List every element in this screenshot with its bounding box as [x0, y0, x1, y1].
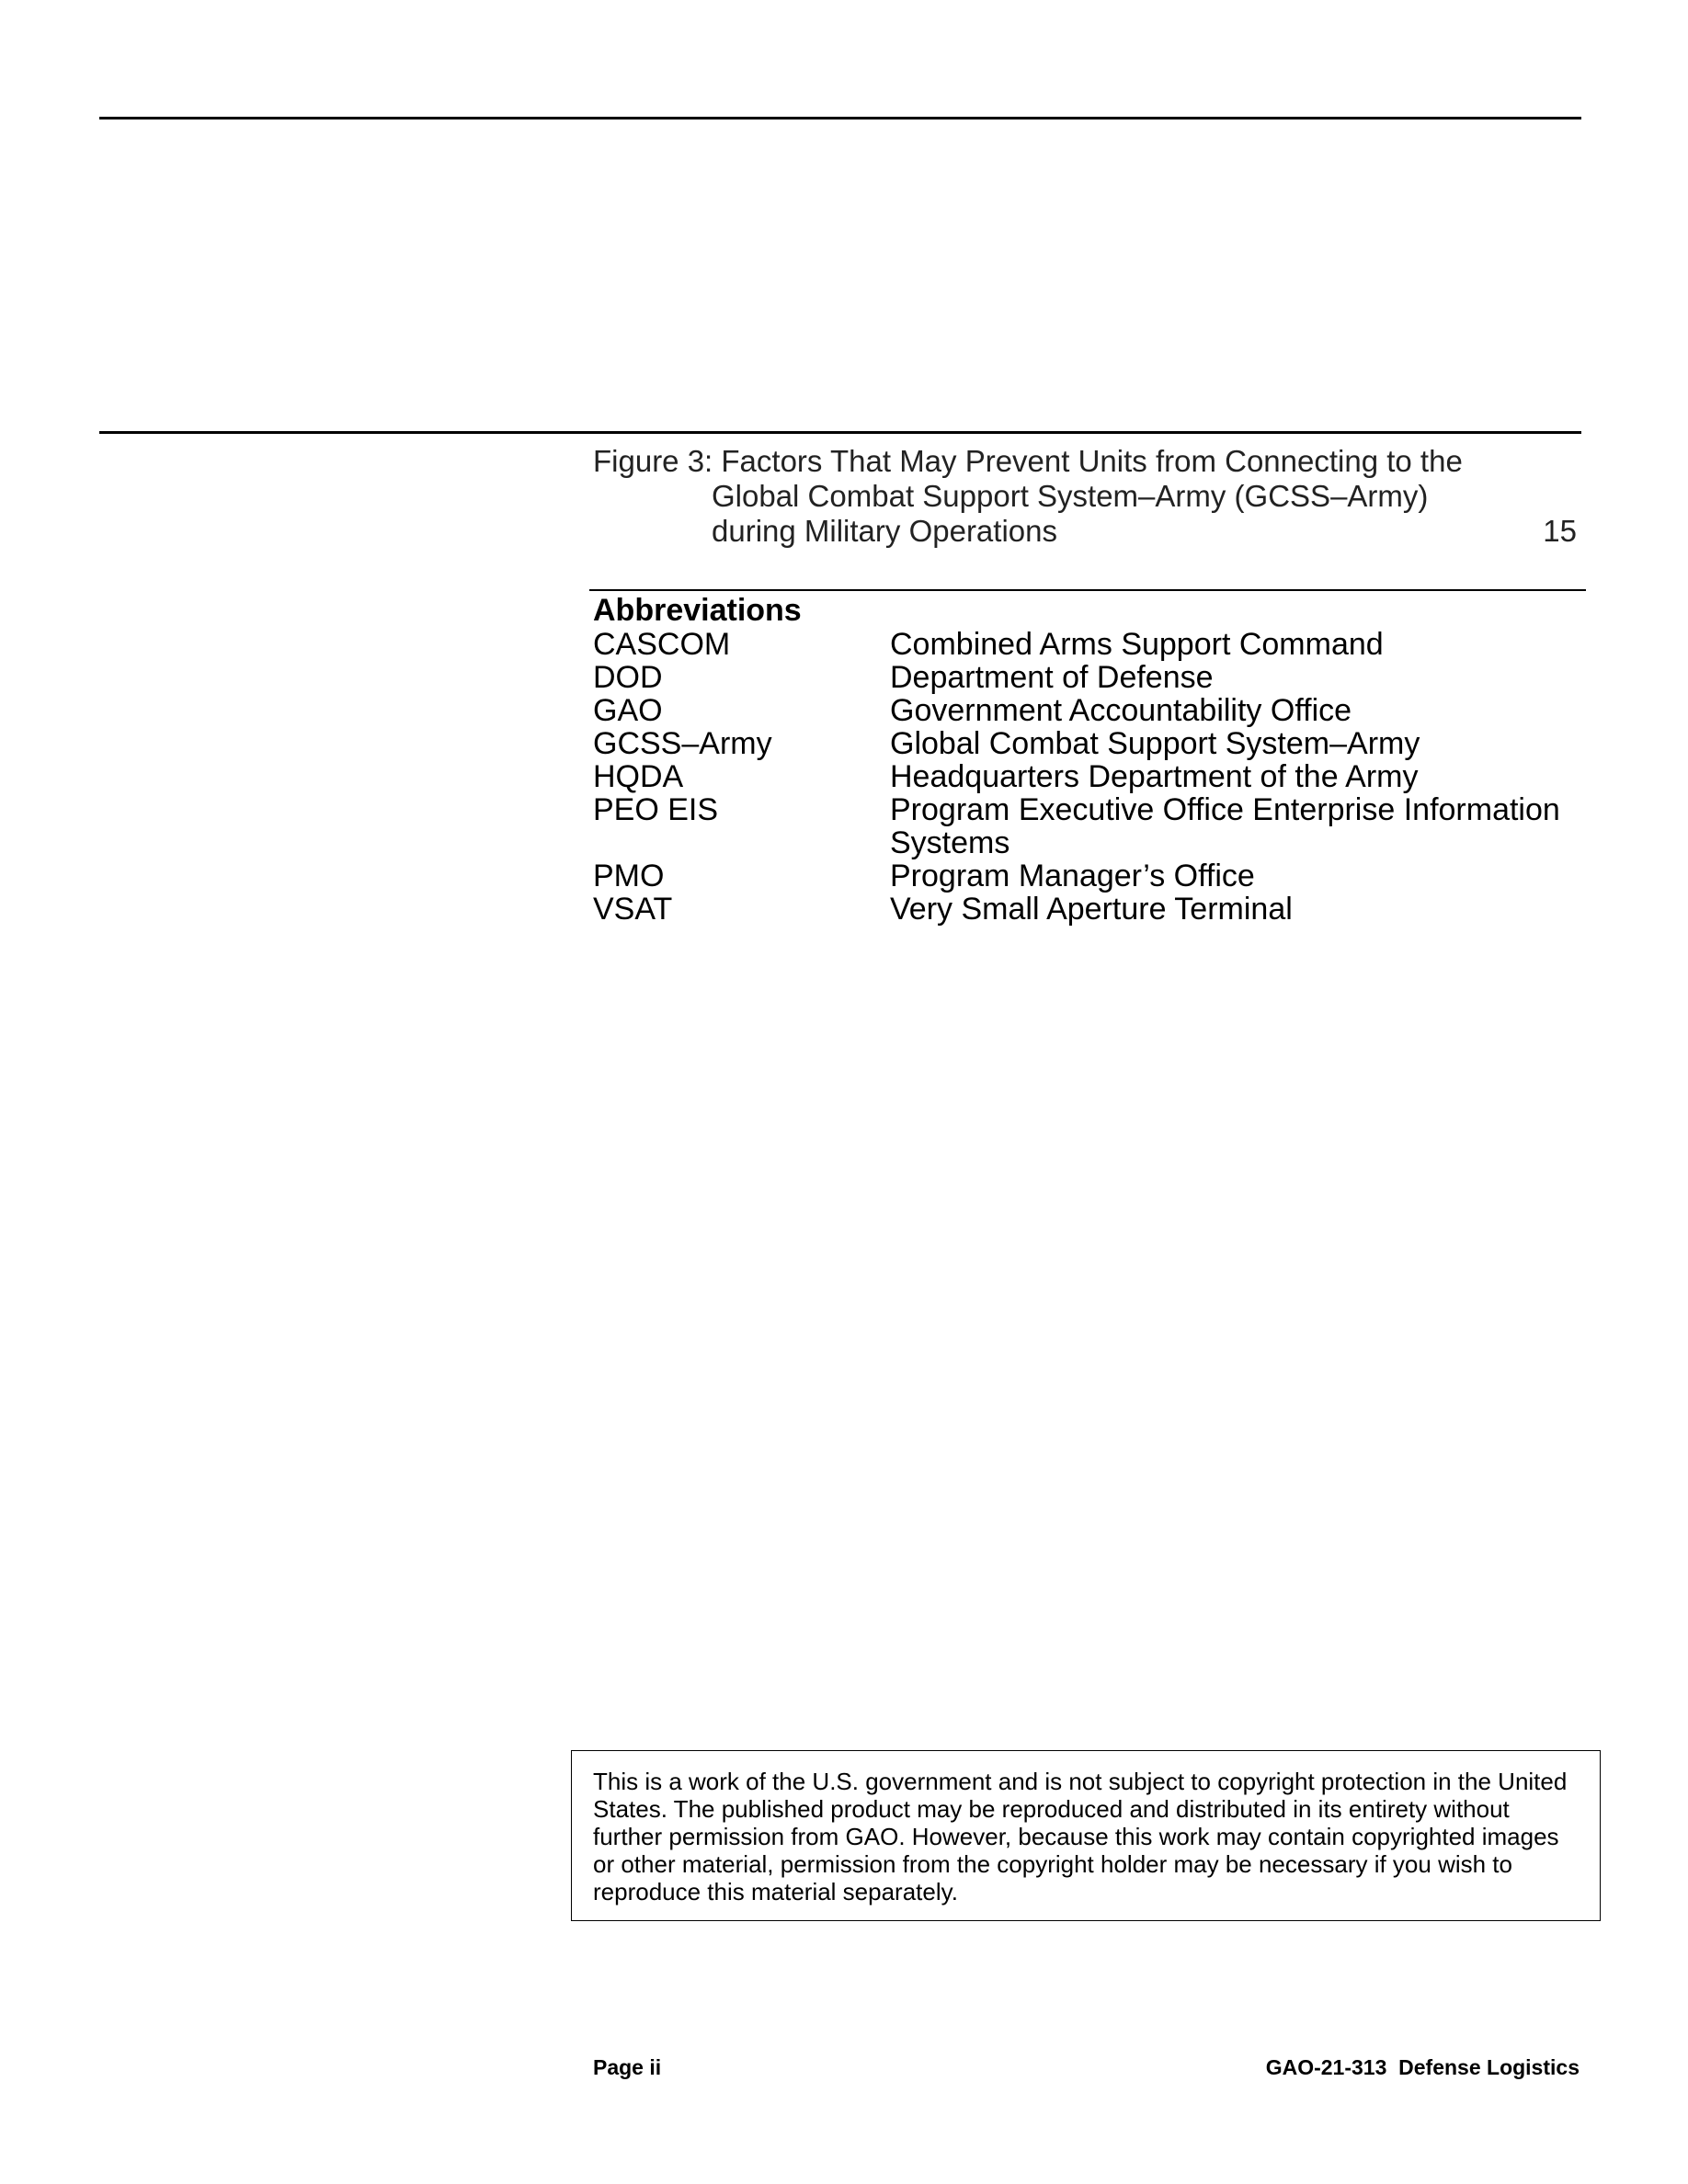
abbreviation-definition: Very Small Aperture Terminal	[890, 892, 1293, 927]
abbreviation-row	[593, 859, 1586, 893]
footer-page-label: Page ii	[593, 2055, 662, 2079]
abbreviations-rule	[589, 589, 1586, 591]
figure-title-line: during Military Operations	[712, 514, 1057, 548]
abbreviation-row	[593, 727, 1586, 760]
figure-toc-entry[interactable]	[593, 444, 1577, 549]
abbreviation-term: HQDA	[593, 759, 684, 794]
abbreviation-term: GAO	[593, 693, 663, 728]
abbreviation-definition: Department of Defense	[890, 660, 1214, 695]
copyright-notice: This is a work of the U.S. government and is not subject to copyright protection in the United States. The published product may be reproduced and distributed in its entirety without further permission from GAO. However, because this work may contain copyrighted images or other material, permission from the copyright holder may be necessary if you wish to reproduce this material separately.	[571, 1750, 1601, 1921]
abbreviations-list	[593, 593, 1586, 926]
abbreviation-term: PEO EIS	[593, 792, 719, 827]
abbreviation-definition: Program Manager’s Office	[890, 859, 1255, 893]
abbreviations-heading: Abbreviations	[593, 593, 802, 628]
abbreviation-term: CASCOM	[593, 627, 731, 662]
abbreviation-row	[593, 628, 1586, 661]
abbreviation-row	[593, 893, 1586, 926]
abbreviation-definition: Program Executive Office Enterprise Information Systems	[890, 792, 1560, 860]
abbreviation-definition: Combined Arms Support Command	[890, 627, 1384, 662]
header-rule-top	[99, 117, 1581, 119]
abbreviation-term: GCSS–Army	[593, 726, 772, 761]
abbreviation-definition: Headquarters Department of the Army	[890, 759, 1419, 794]
abbreviation-term: VSAT	[593, 892, 673, 927]
figure-title-line: Global Combat Support System–Army (GCSS–Army)	[712, 479, 1429, 513]
abbreviation-term: DOD	[593, 660, 663, 695]
abbreviation-row	[593, 760, 1586, 793]
abbreviation-row	[593, 793, 1586, 859]
footer-report-label: GAO-21-313 Defense Logistics	[1265, 2055, 1580, 2079]
abbreviation-row	[593, 661, 1586, 694]
figure-page-number: 15	[1543, 514, 1577, 548]
header-rule-figures	[99, 431, 1581, 434]
abbreviation-row	[593, 694, 1586, 727]
abbreviation-definition: Government Accountability Office	[890, 693, 1352, 728]
abbreviation-term: PMO	[593, 859, 665, 893]
abbreviation-definition: Global Combat Support System–Army	[890, 726, 1420, 761]
figure-title-line: Figure 3: Factors That May Prevent Units from Connecting to the	[593, 444, 1463, 478]
